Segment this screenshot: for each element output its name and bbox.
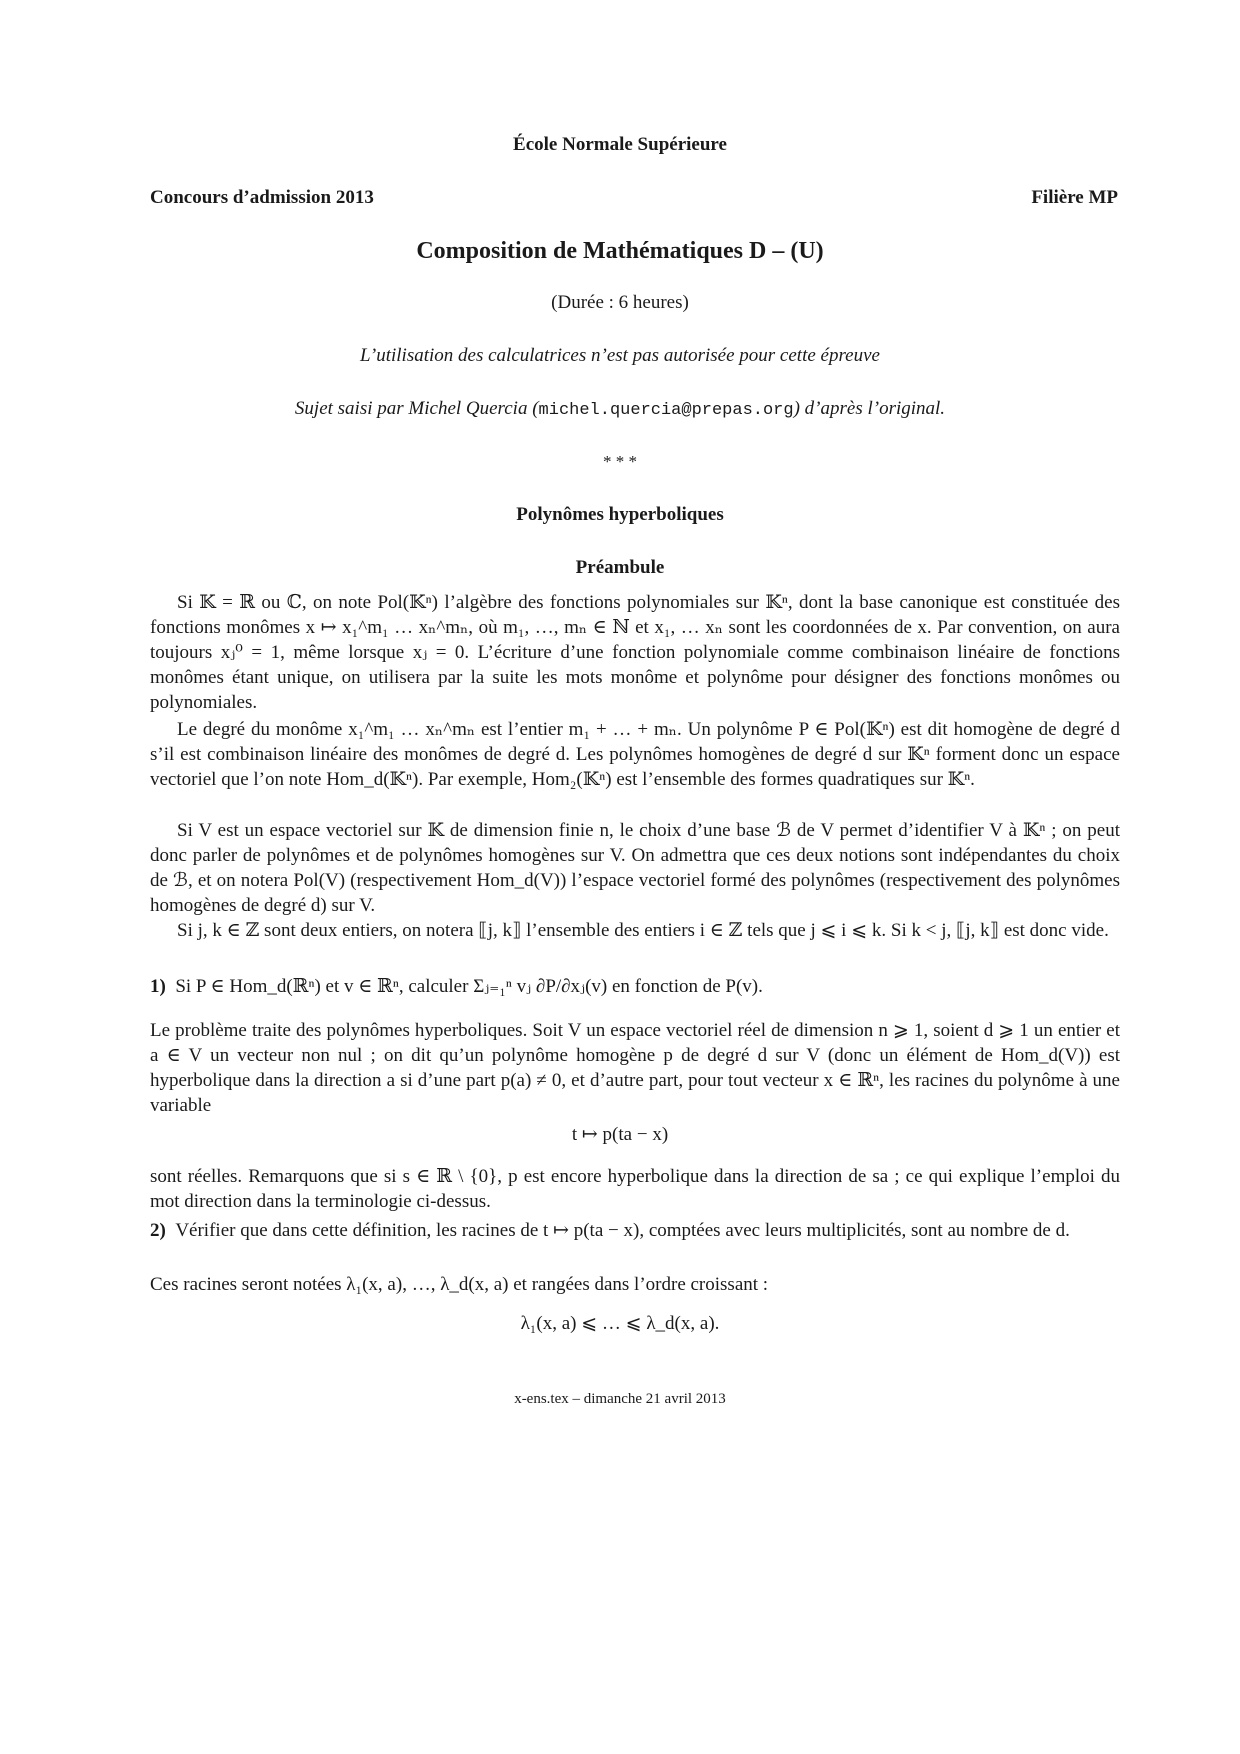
separator: * * * [603,452,637,471]
contest-name: Concours d’admission 2013 [150,187,374,208]
paragraph-direction-remark: sont réelles. Remarquons que si s ∈ ℝ \ {0}, p est encore hyperbolique dans la direction de sa ; ce qui explique l’emploi du mot direction dans la terminologie ci-dessus. [150,1166,1120,1212]
source-email: michel.quercia@prepas.org [538,401,794,420]
paragraph-hyperbolic-definition: Le problème traite des polynômes hyperboliques. Soit V un espace vectoriel réel de dimension n ⩾ 1, soient d ⩾ 1 un entier et a ∈ V un vecteur non nul ; on dit qu’un polynôme homogène p de degré d sur V (donc un élément de Hom_d(V)) est hyperbolique dans la direction a si d’une part p(a) ≠ 0, et d’autre part, pour tout vecteur x ∈ ℝⁿ, les racines du polynôme à une variable [150,1020,1120,1116]
paragraph-roots: Ces racines seront notées λ₁(x, a), …, λ_d(x, a) et rangées dans l’ordre croissant : [150,1274,769,1295]
problem-title: Polynômes hyperboliques [516,504,724,525]
question-number: 1) [150,976,166,997]
question-text: Si P ∈ Hom_d(ℝⁿ) et v ∈ ℝⁿ, calculer Σⱼ₌₁ⁿ vⱼ ∂P/∂xⱼ(v) en fonction de P(v). [175,976,763,997]
source-prefix: Sujet saisi par Michel Quercia ( [294,398,539,419]
preamble-title: Préambule [575,557,665,578]
school-name: École Normale Supérieure [513,134,727,155]
question-number: 2) [150,1220,166,1241]
paragraph-vector-space: Si V est un espace vectoriel sur 𝕂 de dimension finie n, le choix d’une base ℬ de V permet d’identifier V à 𝕂ⁿ ; on peut donc parler de polynômes et de polynômes homogènes sur V. On admettra que ces deux notions sont indépendantes du choix de ℬ, et on notera Pol(V) (respectivement Hom_d(V)) l’espace vectoriel formé des polynômes (respectivement des polynômes homogènes de degré d) sur V. [150,820,1120,916]
duration: (Durée : 6 heures) [551,292,689,313]
source-suffix: ) d’après l’original. [793,398,946,419]
calculator-note: L’utilisation des calculatrices n’est pas autorisée pour cette épreuve [360,345,880,366]
paragraph-degree: Le degré du monôme x₁^m₁ … xₙ^mₙ est l’entier m₁ + … + mₙ. Un polynôme P ∈ Pol(𝕂ⁿ) est dit homogène de degré d s’il est combinaison linéaire des monômes de degré d. Les polynômes homogènes de degré d sur 𝕂ⁿ forment donc un espace vectoriel que l’on note Hom_d(𝕂ⁿ). Par exemple, Hom₂(𝕂ⁿ) est l’ensemble des formes quadratiques sur 𝕂ⁿ. [150,719,1120,790]
page-title: Composition de Mathématiques D – (U) [416,238,824,264]
page-footer: x-ens.tex – dimanche 21 avril 2013 [514,1391,726,1407]
paragraph-integer-interval: Si j, k ∈ ℤ sont deux entiers, on notera ⟦j, k⟧ l’ensemble des entiers i ∈ ℤ tels que j ⩽ i ⩽ k. Si k < j, ⟦j, k⟧ est donc vide. [177,920,1109,941]
question-2 [150,1218,1120,1243]
source-line [0,398,1240,420]
equation-polynomial-map: t ↦ p(ta − x) [571,1124,669,1145]
paragraph-definitions: Si 𝕂 = ℝ ou ℂ, on note Pol(𝕂ⁿ) l’algèbre des fonctions polynomiales sur 𝕂ⁿ, dont la base canonique est constituée des fonctions monômes x ↦ x₁^m₁ … xₙ^mₙ, où m₁, …, mₙ ∈ ℕ et x₁, … xₙ sont les coordonnées de x. Par convention, on aura toujours xⱼ⁰ = 1, même lorsque xⱼ = 0. L’écriture d’une fonction polynomiale comme combinaison linéaire de fonctions monômes étant unique, on utilisera par la suite les mots monôme et polynôme pour désigner des fonctions monômes ou polynomiales. [150,592,1120,713]
question-1 [150,974,1120,999]
equation-ordering: λ₁(x, a) ⩽ … ⩽ λ_d(x, a). [520,1313,720,1334]
track-name: Filière MP [1031,187,1118,208]
question-text: Vérifier que dans cette définition, les racines de t ↦ p(ta − x), comptées avec leurs multiplicités, sont au nombre de d. [175,1220,1070,1241]
